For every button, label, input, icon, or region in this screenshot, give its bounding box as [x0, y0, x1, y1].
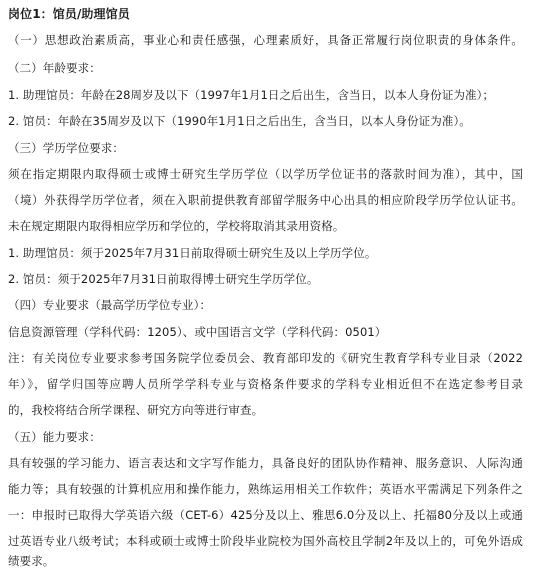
major-requirement: 信息资源管理（学科代码：1205）、或中国语言文学（学科代码：0501） [8, 325, 387, 339]
ability-paragraph-line-1: 具有较强的学习能力、语言表达和文字写作能力，具备良好的团队协作精神、服务意识、人际沟通 [8, 456, 523, 470]
note-line-1: 注：有关岗位专业要求参考国务院学位委员会、教育部印发的《研究生教育学科专业目录（2022 [8, 351, 523, 365]
education-paragraph-line-2: （境）外获得学历学位者，须在入职前提供教育部留学服务中心出具的相应阶段学历学位认证书。 [8, 193, 523, 207]
ability-paragraph-line-2: 能力等；具有较强的计算机应用和操作能力，熟练运用相关工作软件；英语水平需满足下列条件之 [8, 482, 523, 496]
position-title: 岗位1：馆员/助理馆员 [8, 7, 130, 21]
education-librarian: 2. 馆员：须于2025年7月31日前取得博士研究生学历学位。 [8, 272, 319, 286]
education-assistant-librarian: 1. 助理馆员：须于2025年7月31日前取得硕士研究生及以上学历学位。 [8, 246, 377, 260]
ability-paragraph-line-4: 过英语专业八级考试；本科或硕士或博士阶段毕业院校为国外高校且学制2年及以上的，可免外语成 [8, 534, 523, 548]
ability-paragraph-line-5: 绩要求。 [8, 554, 55, 568]
education-paragraph-line-1: 须在指定期限内取得硕士或博士研究生学历学位（以学历学位证书的落款时间为准），其中，国 [8, 167, 523, 181]
age-librarian: 2. 馆员：年龄在35周岁及以下（1990年1月1日之后出生，含当日，以本人身份证为准）。 [8, 114, 471, 128]
ability-paragraph-line-3: 一：申报时已取得大学英语六级（CET-6）425分及以上、雅思6.0分及以上、托福80分及以上或通 [8, 508, 523, 522]
section-heading-education: （三）学历学位要求： [8, 141, 124, 155]
section-heading-major: （四）专业要求（最高学历学位专业）： [8, 298, 212, 312]
section-heading-ability: （五）能力要求： [8, 430, 101, 444]
requirement-political-quality: （一）思想政治素质高，事业心和责任感强，心理素质好，具备正常履行岗位职责的身体条件。 [8, 33, 523, 47]
note-line-2: 年）》，留学归国等应聘人员所学学科专业与资格条件要求的学科专业相近但不在选定参考目录 [8, 377, 523, 391]
education-paragraph-line-3: 未在规定期限内取得相应学历和学位的，学校将取消其录用资格。 [8, 219, 345, 233]
age-assistant-librarian: 1. 助理馆员：年龄在28周岁及以下（1997年1月1日之后出生，含当日，以本人身份证为准）； [8, 88, 495, 102]
note-line-3: 的，我校将结合所学课程、研究方向等进行审查。 [8, 403, 264, 417]
section-heading-age: （二）年龄要求： [8, 61, 101, 75]
